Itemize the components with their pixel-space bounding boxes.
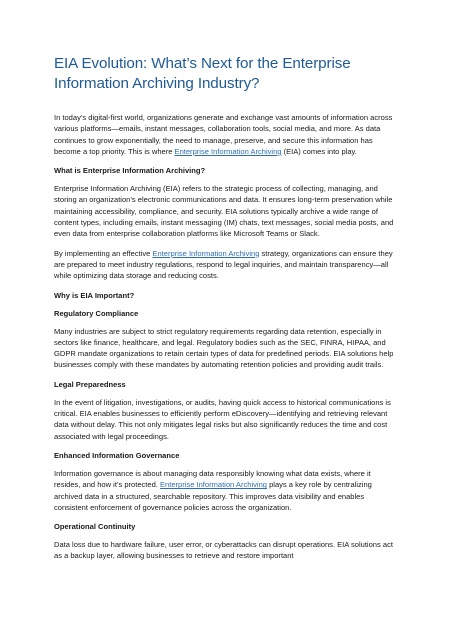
eia-link[interactable]: Enterprise Information Archiving [160,480,267,490]
what-heading: What is Enterprise Information Archiving? [54,166,206,176]
governance-heading: Enhanced Information Governance [54,450,180,460]
why-heading: Why is EIA Important? [54,290,135,300]
eia-link[interactable]: Enterprise Information Archiving [174,146,282,156]
page-title: EIA Evolution: What’s Next for the Enterprise Information Archiving Industry? [54,55,351,92]
legal-paragraph: In the event of litigation, investigations, or audits, having quick access to historical communications is critical. EIA enables businesses to efficiently perform eDiscovery—identifying and retrieving relevant data without delay. This not only mitigates legal risks but also significantly reduces the time and cost associated with legal proceedings. [54,397,391,441]
eia-link[interactable]: Enterprise Information Archiving [152,248,260,258]
implement-text: By implementing an effective [54,248,153,258]
governance-text: Information governance is about managing data responsibly knowing what data exists, where it resides, and how it’s protected. [54,468,371,490]
legal-heading: Legal Preparedness [54,379,126,389]
regulatory-heading: Regulatory Compliance [54,308,139,318]
implement-text-end: strategy, organizations can ensure they are prepared to meet industry regulations, respond to legal inquiries, and maintain transparency—all while optimizing data storage and reducing costs. [54,248,393,281]
intro-text-end: (EIA) comes into play. [281,146,357,156]
regulatory-paragraph: Many industries are subject to strict regulatory requirements regarding data retention, especially in sectors like finance, healthcare, and legal. Regulatory bodies such as the SEC, FINRA, HIPAA, and GDPR mandate organizations to retain certain types of data for predefined periods. EIA solutions help businesses comply with these mandates by automating retention policies and providing audit trails. [54,326,394,370]
governance-paragraph [54,468,397,513]
continuity-heading: Operational Continuity [54,522,136,532]
implement-paragraph [54,248,397,282]
intro-text: In today’s digital-first world, organizations generate and exchange vast amounts of information across various platforms—emails, instant messages, collaboration tools, social media, and more. As data continues to grow exponentially, the need to manage, preserve, and secure this information has become a top priority. This is where [54,113,393,156]
intro-paragraph [54,112,397,157]
governance-text-end: plays a key role by centralizing archived data in a structured, searchable repository. This improves data visibility and enables consistent enforcement of governance policies across the organization. [54,480,372,512]
what-paragraph: Enterprise Information Archiving (EIA) refers to the strategic process of collecting, managing, and storing an organization’s electronic communications and data. It ensures long-term preservation while maintaining accessibility, compliance, and security. EIA solutions typically archive a wide range of content types, including emails, instant messaging (IM) chats, text messages, social media posts, and even data from enterprise collaboration platforms like Microsoft Teams or Slack. [54,184,394,239]
continuity-paragraph: Data loss due to hardware failure, user error, or cyberattacks can disrupt operations. EIA solutions act as a backup layer, allowing businesses to retrieve and restore important [54,540,393,561]
